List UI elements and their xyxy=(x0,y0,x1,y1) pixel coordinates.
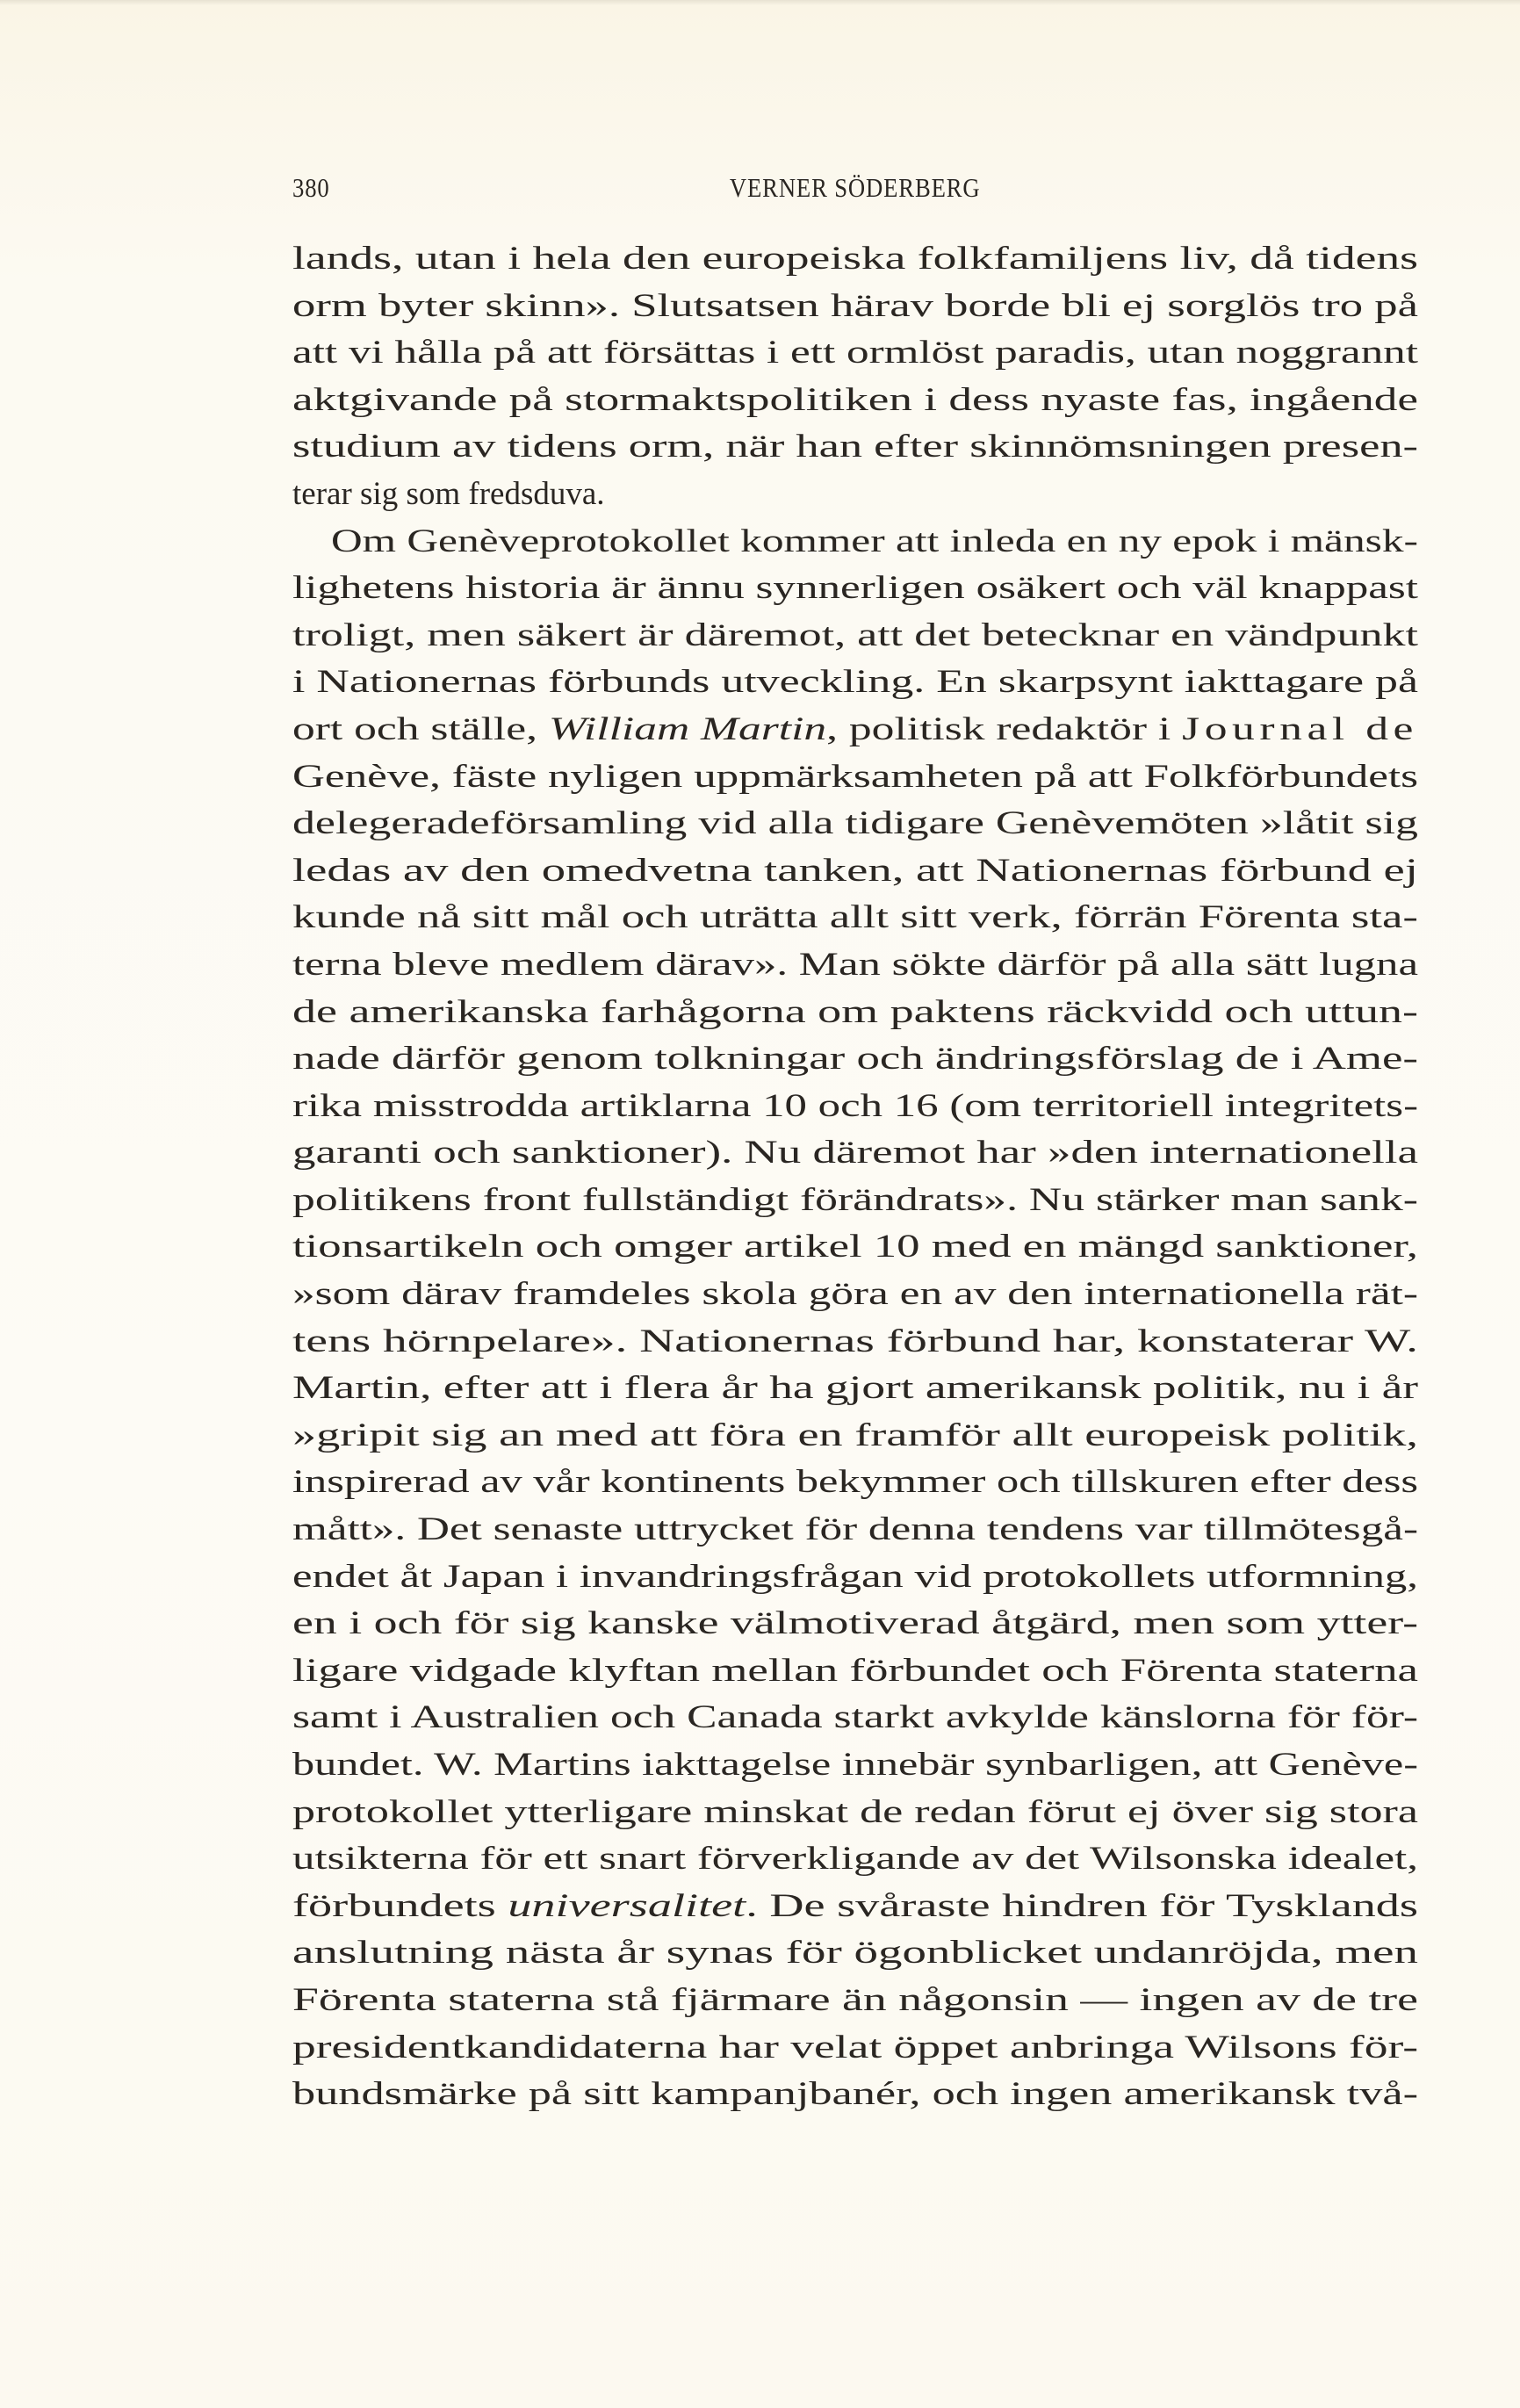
text-line: i Nationernas förbunds utveckling. En skarpsynt iakttagare på xyxy=(292,664,1418,701)
running-head xyxy=(292,172,1261,207)
text-line: lighetens historia är ännu synnerligen osäkert och väl knappast xyxy=(292,570,1418,607)
text-line xyxy=(292,706,1418,753)
text-line: presidentkandidaterna har velat öppet anbringa Wilsons för- xyxy=(292,2029,1418,2066)
text-line: endet åt Japan i invandringsfrågan vid protokollets utformning, xyxy=(292,1558,1418,1595)
text-line: rika misstrodda artiklarna 10 och 16 (om territoriell integritets- xyxy=(292,1087,1418,1124)
text-line: utsikterna för ett snart förverkligande av det Wilsonska idealet, xyxy=(292,1841,1418,1878)
page-edge xyxy=(0,0,1520,5)
text-line: politikens front fullständigt förändrats». Nu stärker man sank- xyxy=(292,1181,1418,1218)
text-line: lands, utan i hela den europeiska folkfamiljens liv, då tidens xyxy=(292,241,1418,277)
paragraph-start-line: Om Genèveprotokollet kommer att inleda en ny epok i mänsk- xyxy=(331,523,1418,559)
text-line: orm byter skinn». Slutsatsen härav borde bli ej sorglös tro på xyxy=(292,287,1418,324)
text-line: en i och för sig kanske välmotiverad åtgärd, men som ytter- xyxy=(292,1605,1418,1642)
text-line: inspirerad av vår kontinents bekymmer och tillskuren efter dess xyxy=(292,1464,1418,1501)
text-line: Genève, fäste nyligen uppmärksamheten på att Folkförbundets xyxy=(292,758,1418,795)
text-line: tionsartikeln och omger artikel 10 med en mängd sanktioner, xyxy=(292,1229,1418,1265)
text-line: troligt, men säkert är däremot, att det betecknar en vändpunkt xyxy=(292,616,1418,653)
italic-word: universalitet xyxy=(508,1887,746,1924)
text-line: samt i Australien och Canada starkt avkylde känslorna för för- xyxy=(292,1699,1418,1736)
text-line: protokollet ytterligare minskat de redan förut ej över sig stora xyxy=(292,1793,1418,1830)
text-segment: . De svåraste hindren för Tysklands xyxy=(746,1887,1418,1924)
text-segment: ort och ställe, xyxy=(292,710,549,747)
text-line: terna bleve medlem därav». Man sökte därför på alla sätt lugna xyxy=(292,946,1418,983)
text-line: kunde nå sitt mål och uträtta allt sitt verk, förrän Förenta sta- xyxy=(292,899,1418,936)
text-line: »gripit sig an med att föra en framför allt europeisk politik, xyxy=(292,1417,1418,1453)
text-line: delegeradeförsamling vid alla tidigare Genèvemöten »låtit sig xyxy=(292,805,1418,842)
running-title: VERNER SÖDERBERG xyxy=(729,172,981,203)
text-line: nade därför genom tolkningar och ändringsförslag de i Ame- xyxy=(292,1041,1418,1078)
text-line: mått». Det senaste uttrycket för denna tendens var tillmötesgå- xyxy=(292,1511,1418,1548)
text-line: ledas av den omedvetna tanken, att Nationernas förbund ej xyxy=(292,852,1418,889)
text-line: bundsmärke på sitt kampanjbanér, och ingen amerikansk två- xyxy=(292,2076,1418,2113)
text-line: de amerikanska farhågorna om paktens räckvidd och uttun- xyxy=(292,993,1418,1030)
text-line: Martin, efter att i flera år ha gjort amerikansk politik, nu i år xyxy=(292,1370,1418,1407)
text-line: terar sig som fredsduva. xyxy=(292,475,605,512)
page-number: 380 xyxy=(292,172,330,203)
text-line: garanti och sanktioner). Nu däremot har »den internationella xyxy=(292,1135,1418,1172)
text-line: att vi hålla på att försättas i ett ormlöst paradis, utan noggrannt xyxy=(292,335,1418,371)
spaced-journal-title: Journal de xyxy=(1182,710,1418,747)
text-segment: , politisk redaktör i xyxy=(826,710,1183,747)
text-line: »som därav framdeles skola göra en av den internationella rät- xyxy=(292,1276,1418,1313)
text-line: tens hörnpelare». Nationernas förbund har, konstaterar W. xyxy=(292,1323,1418,1359)
italic-name: William Martin xyxy=(548,710,827,747)
text-line xyxy=(292,1883,1418,1930)
text-line: ligare vidgade klyftan mellan förbundet och Förenta staterna xyxy=(292,1652,1418,1689)
text-line: bundet. W. Martins iakttagelse innebär synbarligen, att Genève- xyxy=(292,1747,1418,1783)
body-text xyxy=(292,235,1418,2118)
text-line: Förenta staterna stå fjärmare än någonsin — ingen av de tre xyxy=(292,1981,1418,2018)
text-segment: förbundets xyxy=(292,1887,508,1924)
text-line: studium av tidens orm, när han efter skinnömsningen presen- xyxy=(292,429,1418,465)
text-line: aktgivande på stormaktspolitiken i dess nyaste fas, ingående xyxy=(292,381,1418,418)
text-line: anslutning nästa år synas för ögonblicket undanröjda, men xyxy=(292,1935,1418,1972)
